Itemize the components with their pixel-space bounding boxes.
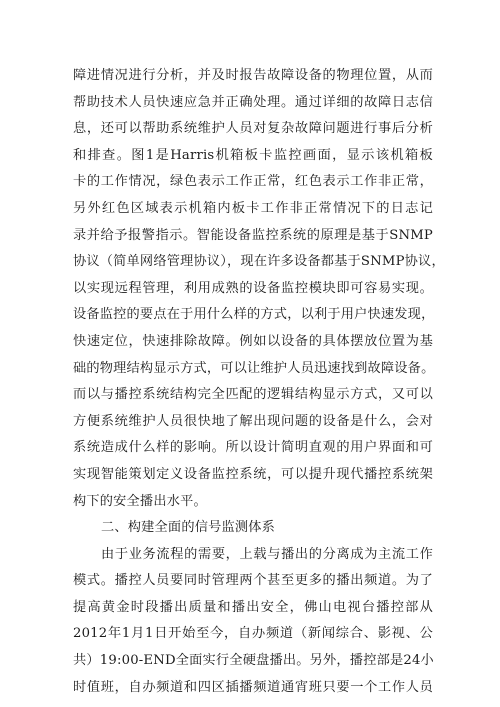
text-line: 录并给予报警指示。智能设备监控系统的原理是基于SNMP — [73, 227, 433, 243]
text-line: 2012年1月1日开始至今，自办频道（新闻综合、影视、公 — [73, 626, 433, 642]
text-line: 协议（简单网络管理协议），现在许多设备都基于SNMP协议， — [73, 254, 445, 270]
text-line: 方便系统维护人员很快地了解出现问题的设备是什么，会对 — [73, 413, 433, 429]
text-line: 系统造成什么样的影响。所以设计简明直观的用户界面和可 — [73, 440, 433, 456]
text-line: 另外红色区域表示机箱内板卡工作非正常情况下的日志记 — [73, 200, 433, 216]
text-line: 和排查。图1是Harris机箱板卡监控画面，显示该机箱板 — [73, 147, 433, 163]
text-line: 提高黄金时段播出质量和播出安全，佛山电视台播控部从 — [73, 599, 433, 615]
text-line: 快速定位，快速排除故障。例如以设备的具体摆放位置为基 — [73, 333, 433, 349]
text-line: 而以与播控系统结构完全匹配的逻辑结构显示方式，又可以 — [73, 387, 433, 403]
text-line: 息，还可以帮助系统维护人员对复杂故障问题进行事后分析 — [73, 121, 433, 137]
text-line: 障进情况进行分析，并及时报告故障设备的物理位置，从而 — [73, 68, 433, 83]
text-line: 设备监控的要点在于用什么样的方式，以利于用户快速发现， — [73, 307, 435, 323]
text-line: 础的物理结构显示方式，可以让维护人员迅速找到故障设备。 — [73, 360, 435, 376]
text-line: 共）19:00-END全面实行全硬盘播出。另外，播控部是24小 — [73, 653, 434, 669]
text-line: 实现智能策划定义设备监控系统，可以提升现代播控系统架 — [73, 466, 433, 482]
body-text — [73, 63, 445, 701]
section-heading: 二、构建全面的信号监测体系 — [101, 520, 276, 536]
text-line: 帮助技术人员快速应急并正确处理。通过详细的故障日志信 — [73, 94, 433, 110]
text-line: 构下的安全播出水平。 — [73, 493, 207, 509]
text-line: 以实现远程管理，利用成熟的设备监控模块即可容易实现。 — [73, 280, 433, 296]
text-line: 模式。播控人员要同时管理两个甚至更多的播出频道。为了 — [73, 573, 433, 589]
text-line: 时值班，自办频道和四区插播频道通宵班只要一个工作人员 — [73, 679, 433, 695]
text-line: 卡的工作情况，绿色表示工作正常，红色表示工作非正常， — [73, 174, 433, 190]
text-line: 由于业务流程的需要，上载与播出的分离成为主流工作 — [101, 546, 433, 562]
